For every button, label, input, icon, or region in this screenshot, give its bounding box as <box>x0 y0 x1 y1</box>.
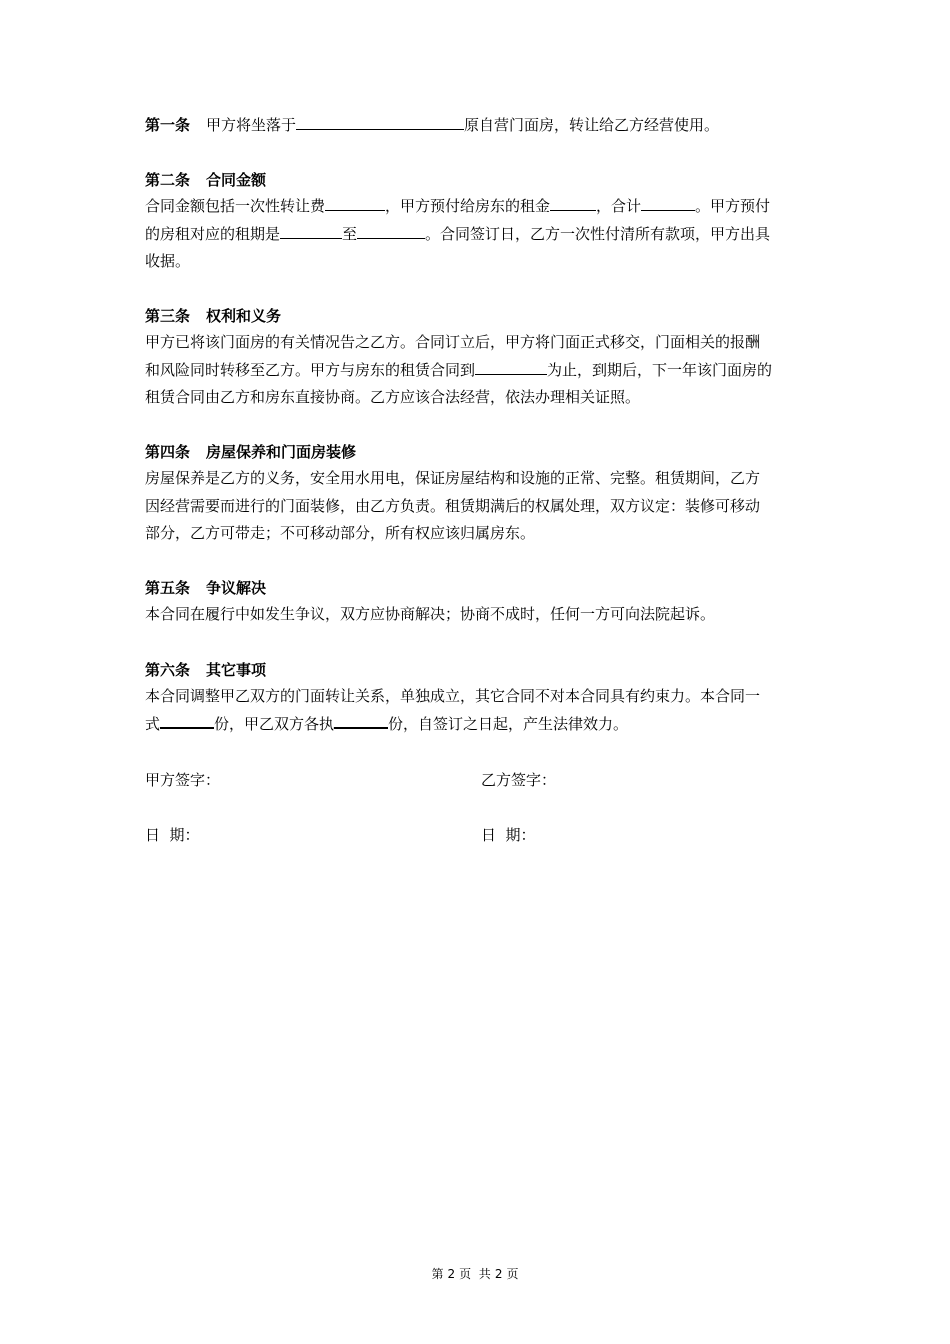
article-1-text-before: 甲方将坐落于 <box>206 116 297 134</box>
article-1-label: 第一条 <box>145 116 191 134</box>
article-1-text-after: 原自营门面房，转让给乙方经营使用。 <box>464 116 720 134</box>
article-4-line-1: 房屋保养是乙方的义务，安全用水用电，保证房屋结构和设施的正常、完整。租赁期间，乙方 <box>145 469 761 487</box>
lease-end-blank <box>475 360 547 375</box>
article-3-line-3: 租赁合同由乙方和房东直接协商。乙方应该合法经营，依法办理相关证照。 <box>145 388 641 406</box>
article-2-line-2: 的房租对应的租期是 至 。合同签订日，乙方一次性付清所有款项，甲方出具 <box>145 224 771 243</box>
period-start-blank <box>280 224 342 239</box>
current-page-number: 2 <box>447 1267 456 1281</box>
article-6-line-2: 式 份，甲乙双方各执 份，自签订之日起，产生法律效力。 <box>145 714 629 733</box>
article-6-line-1: 本合同调整甲乙双方的门面转让关系，单独成立，其它合同不对本合同具有约束力。本合同一 <box>145 687 761 705</box>
copies-blank <box>160 713 214 729</box>
article-4-line-3: 部分，乙方可带走；不可移动部分，所有权应该归属房东。 <box>145 524 536 542</box>
article-1-line <box>145 114 807 136</box>
article-2-line-1: 合同金额包括一次性转让费 ，甲方预付给房东的租金 ，合计 。甲方预付 <box>145 197 771 215</box>
article-4-heading <box>145 441 807 463</box>
article-6 <box>145 659 807 738</box>
article-3 <box>145 305 807 412</box>
article-2-heading <box>145 169 807 191</box>
article-5-heading <box>145 577 807 599</box>
article-2-label: 第二条 <box>145 171 191 189</box>
party-b-signature-label: 乙方签字： <box>481 771 557 789</box>
article-5-title: 争议解决 <box>206 579 267 597</box>
article-2 <box>145 169 807 276</box>
article-3-heading <box>145 305 807 327</box>
party-a-signature-label: 甲方签字： <box>145 771 221 789</box>
transfer-fee-blank <box>325 196 385 211</box>
period-end-blank <box>357 224 425 239</box>
article-3-title: 权利和义务 <box>206 307 282 325</box>
party-b-date-label: 日 期： <box>481 826 536 844</box>
article-4-label: 第四条 <box>145 443 191 461</box>
article-6-label: 第六条 <box>145 661 191 679</box>
article-4-line-2: 因经营需要而进行的门面装修，由乙方负责。租赁期满后的权属处理，双方议定：装修可移动 <box>145 496 761 515</box>
copies-each-blank <box>334 713 388 729</box>
location-blank <box>296 115 464 130</box>
page-footer: 第 2 页 共 2 页 <box>431 1267 519 1281</box>
article-5-line-1: 本合同在履行中如发生争议，双方应协商解决；协商不成时，任何一方可向法院起诉。 <box>145 605 716 623</box>
article-2-line-3: 收据。 <box>145 252 191 270</box>
article-5 <box>145 577 807 629</box>
article-3-line-1: 甲方已将该门面房的有关情况告之乙方。合同订立后，甲方将门面正式移交，门面相关的报酬 <box>145 333 761 351</box>
article-3-label: 第三条 <box>145 307 191 325</box>
article-6-title: 其它事项 <box>206 661 267 679</box>
party-a-date-label: 日 期： <box>145 826 200 844</box>
article-3-line-2: 和风险同时转移至乙方。甲方与房东的租赁合同到 为止，到期后，下一年该门面房的 <box>145 360 773 379</box>
total-page-number: 2 <box>494 1267 503 1281</box>
article-6-heading <box>145 659 807 681</box>
rent-blank <box>550 196 596 211</box>
article-1 <box>145 114 807 136</box>
article-5-label: 第五条 <box>145 579 191 597</box>
article-2-title: 合同金额 <box>206 171 267 189</box>
total-blank <box>641 196 695 211</box>
article-4-title: 房屋保养和门面房装修 <box>206 443 357 461</box>
article-4 <box>145 441 807 548</box>
